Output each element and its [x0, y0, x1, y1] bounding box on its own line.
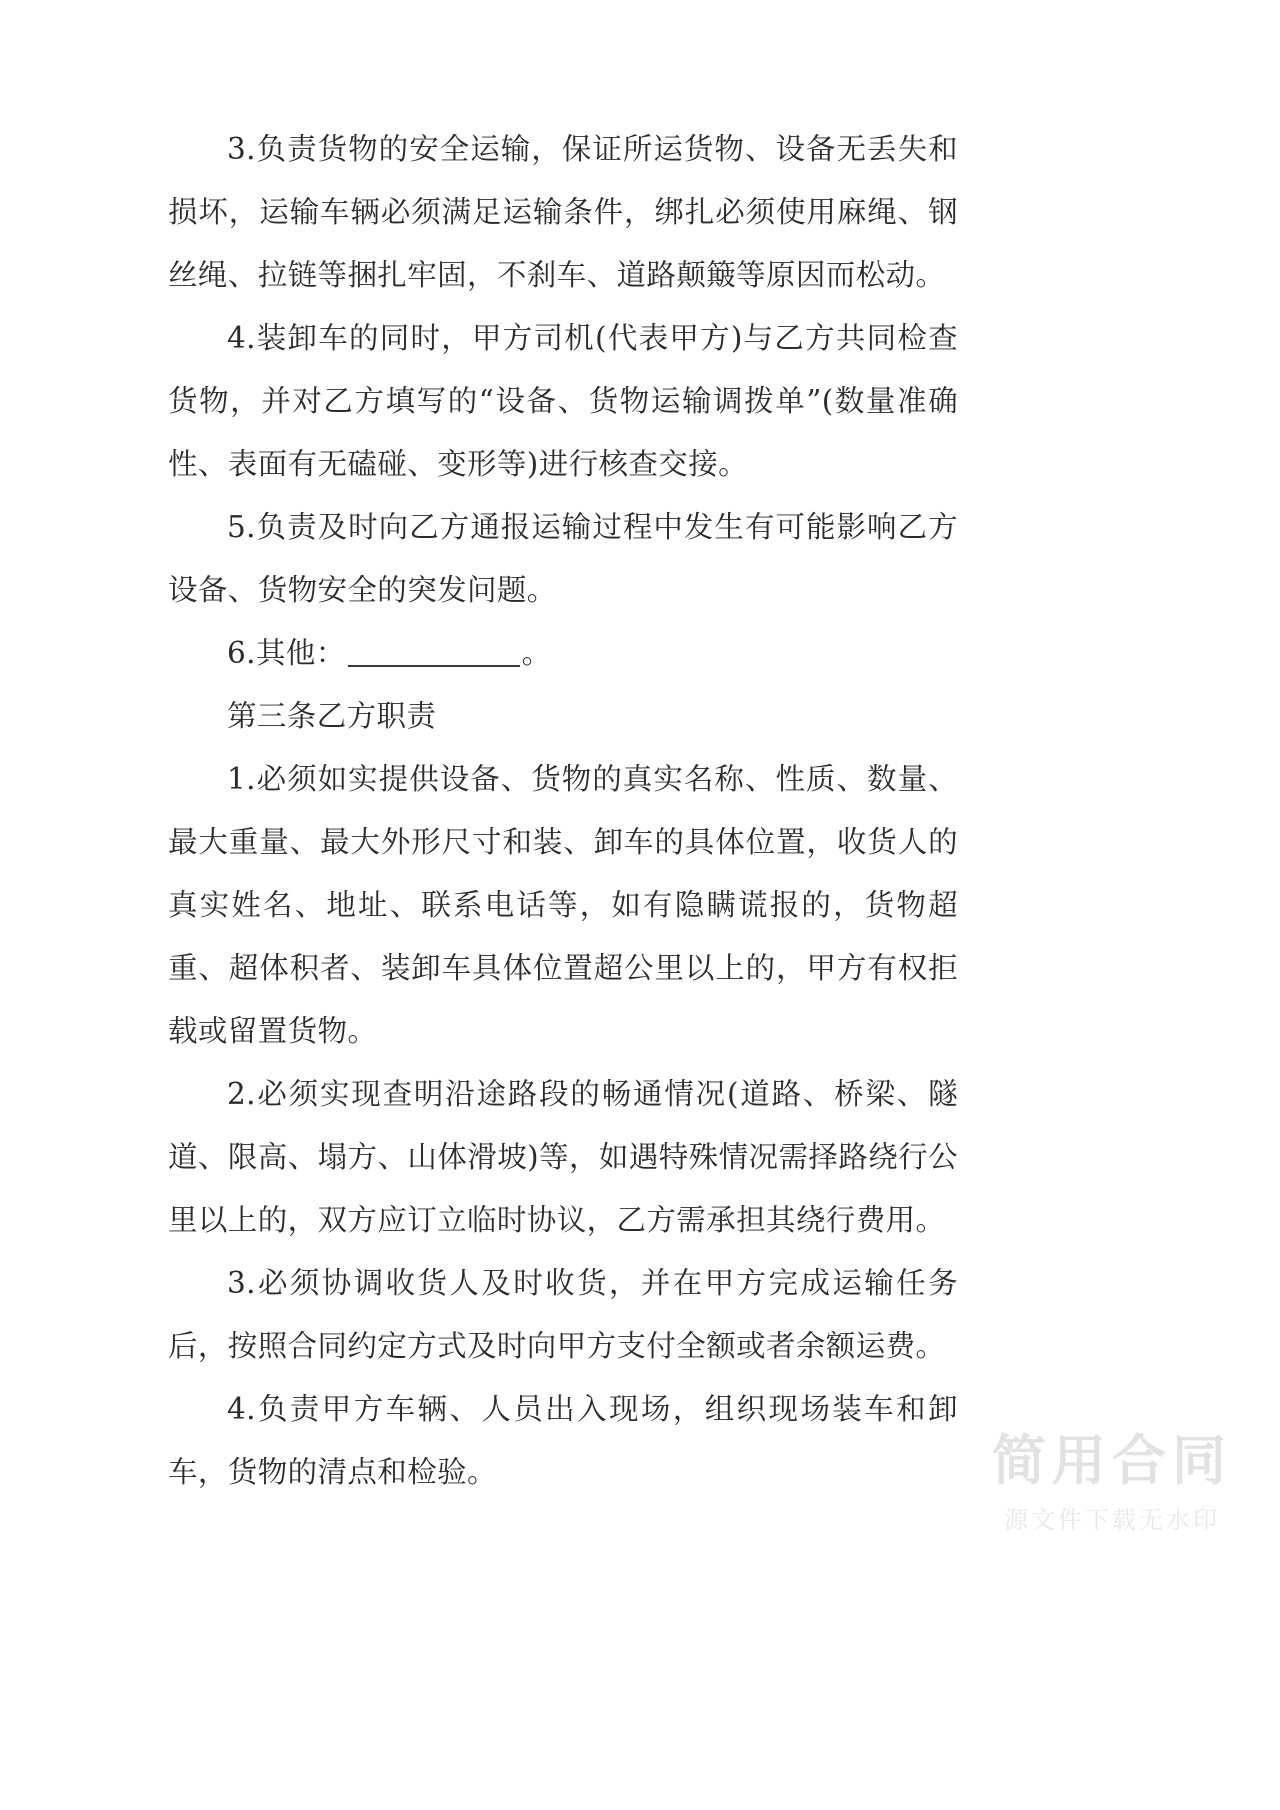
paragraph-clause3-item3: 3.必须协调收货人及时收货，并在甲方完成运输任务后，按照合同约定方式及时向甲方支付全额或者余额运费。: [168, 1266, 958, 1363]
watermark-brand-text: 简用合同: [992, 1429, 1232, 1493]
paragraph-clause2-item4: 4.装卸车的同时，甲方司机(代表甲方)与乙方共同检查货物，并对乙方填写的“设备、货物运输调拨单”(数量准确性、表面有无磕碰、变形等)进行核查交接。: [168, 321, 958, 481]
paragraph-clause2-item3: 3.负责货物的安全运输，保证所运货物、设备无丢失和损坏，运输车辆必须满足运输条件，绑扎必须使用麻绳、钢丝绳、拉链等捆扎牢固，不刹车、道路颠簸等原因而松动。: [168, 132, 958, 292]
watermark: [992, 1429, 1232, 1535]
document-body: [168, 118, 958, 1504]
paragraph-clause3-item2: 2.必须实现查明沿途路段的畅通情况(道路、桥梁、隧道、限高、塌方、山体滑坡)等，如遇特殊情况需择路绕行公里以上的，双方应订立临时协议，乙方需承担其绕行费用。: [168, 1077, 958, 1237]
item6-prefix-label: 6.其他：: [227, 636, 346, 670]
item6-suffix-label: 。: [521, 636, 552, 670]
paragraph-clause2-item5: 5.负责及时向乙方通报运输过程中发生有可能影响乙方设备、货物安全的突发问题。: [168, 510, 958, 607]
fill-in-blank[interactable]: [348, 665, 520, 667]
watermark-subtitle-text: 源文件下载无水印: [1004, 1506, 1220, 1534]
paragraph-clause2-item6: [168, 622, 958, 685]
section-heading-clause3: 第三条乙方职责: [227, 699, 437, 733]
paragraph-clause3-item1: 1.必须如实提供设备、货物的真实名称、性质、数量、最大重量、最大外形尺寸和装、卸车的具体位置，收货人的真实姓名、地址、联系电话等，如有隐瞒谎报的，货物超重、超体积者、装卸车具体位置超公里以上的，甲方有权拒载或留置货物。: [168, 762, 958, 1048]
paragraph-clause3-item4: 4.负责甲方车辆、人员出入现场，组织现场装车和卸车，货物的清点和检验。: [168, 1392, 958, 1489]
